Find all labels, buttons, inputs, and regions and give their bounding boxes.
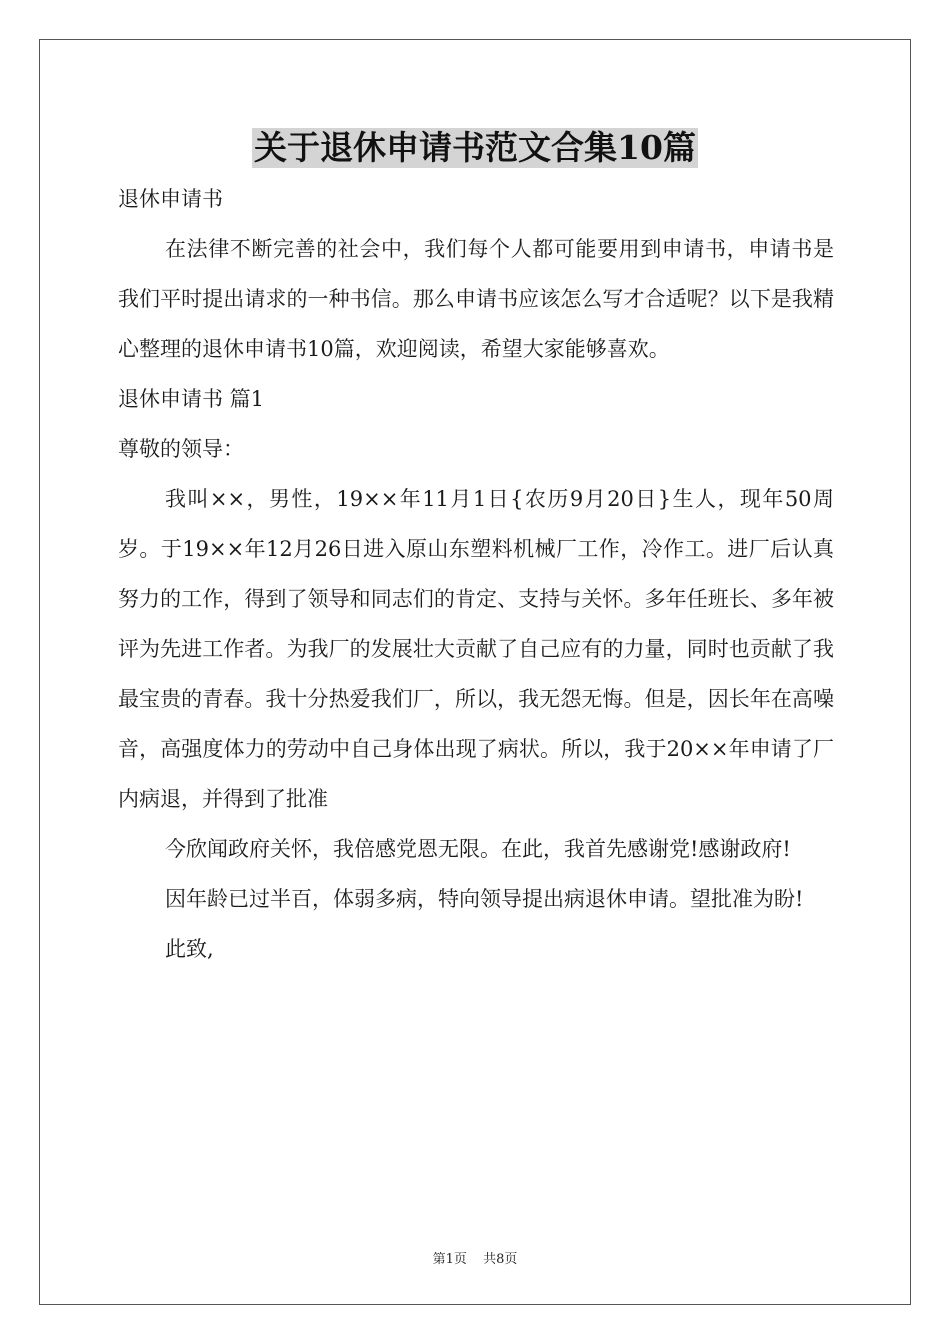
body-paragraph: 今欣闻政府关怀，我倍感党恩无限。在此，我首先感谢党!感谢政府! (165, 837, 791, 861)
main-heading: 退休申请书 (118, 187, 223, 211)
section-heading: 退休申请书 篇1 (118, 387, 265, 411)
intro-paragraph: 在法律不断完善的社会中，我们每个人都可能要用到申请书，申请书是我们平时提出请求的一种书信。那么申请书应该怎么写才合适呢？以下是我精心整理的退休申请书10篇，欢迎阅读，希望大家能够喜欢。 (118, 237, 834, 361)
salutation: 尊敬的领导： (118, 437, 244, 461)
body-paragraph: 因年龄已过半百，体弱多病，特向领导提出病退休申请。望批准为盼! (165, 887, 804, 911)
page-footer (0, 1248, 950, 1267)
document-title: 关于退休申请书范文合集10篇 (254, 128, 696, 167)
closing-line: 此致, (165, 937, 214, 961)
title-container (0, 128, 950, 168)
page-number: 第1页 (432, 1252, 467, 1267)
page-total: 共8页 (483, 1252, 518, 1267)
document-body (118, 174, 834, 974)
body-paragraph: 我叫××，男性，19××年11月1日{农历9月20日}生人，现年50周岁。于19××年12月26日进入原山东塑料机械厂工作，冷作工。进厂后认真努力的工作，得到了领导和同志们的肯定、支持与关怀。多年任班长、多年被评为先进工作者。为我厂的发展壮大贡献了自己应有的力量，同时也贡献了我最宝贵的青春。我十分热爱我们厂，所以，我无怨无悔。但是，因长年在高噪音，高强度体力的劳动中自己身体出现了病状。所以，我于20××年申请了厂内病退，并得到了批准 (118, 487, 834, 811)
